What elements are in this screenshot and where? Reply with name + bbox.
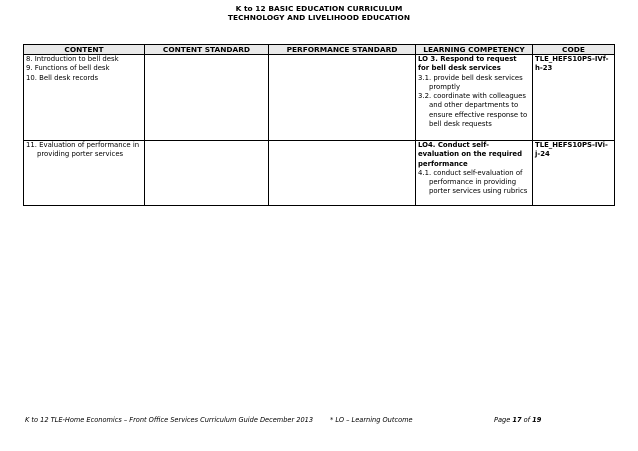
code-cell: TLE_HEFS10PS-IVi-j-24 <box>533 141 615 206</box>
learning-competency-cell <box>416 141 533 206</box>
page-prefix: Page <box>494 416 513 424</box>
content-item: 11. Evaluation of performance in providing porter services <box>26 141 140 159</box>
competency-heading: LO 3. Respond to request for bell desk services <box>418 55 517 73</box>
table-row <box>24 55 615 141</box>
performance-standard-cell <box>269 141 416 206</box>
guide-title: K to 12 TLE-Home Economics – Front Office Services Curriculum Guide December 2013 <box>25 416 314 424</box>
total-pages: 19 <box>532 416 542 424</box>
table-row <box>24 141 615 206</box>
column-header-learning-competency: LEARNING COMPETENCY <box>416 45 533 55</box>
competency-heading: LO4. Conduct self-evaluation on the required performance <box>418 141 523 168</box>
column-header-code: CODE <box>533 45 615 55</box>
competency-item: 3.1. provide bell desk services promptly <box>418 73 523 91</box>
page-of: of <box>521 416 533 424</box>
curriculum-title: K to 12 BASIC EDUCATION CURRICULUM <box>235 4 403 13</box>
curriculum-table <box>23 44 615 206</box>
content-item: 8. Introduction to bell desk <box>26 55 119 63</box>
current-page: 17 <box>512 416 522 424</box>
content-standard-cell <box>145 141 269 206</box>
subject-title: TECHNOLOGY AND LIVELIHOOD EDUCATION <box>227 13 411 22</box>
content-item: 9. Functions of bell desk <box>26 64 110 73</box>
table-header-row <box>24 45 615 55</box>
performance-standard-cell <box>269 55 416 141</box>
document-header <box>0 4 638 22</box>
content-cell <box>24 55 145 141</box>
competency-item: 4.1. conduct self-evaluation of performance in providing porter services using rubrics <box>418 168 528 196</box>
column-header-content-standard: CONTENT STANDARD <box>145 45 269 55</box>
learning-competency-cell <box>416 55 533 141</box>
lo-note: * LO – Learning Outcome <box>330 416 413 424</box>
content-standard-cell <box>145 55 269 141</box>
competency-item: 3.2. coordinate with colleagues and other departments to ensure effective response to bell desk requests <box>418 92 528 129</box>
page-number <box>494 416 541 425</box>
content-item: 10. Bell desk records <box>26 73 99 82</box>
content-cell <box>24 141 145 206</box>
column-header-content: CONTENT <box>24 45 145 55</box>
code-cell: TLE_HEFS10PS-IVf-h-23 <box>533 55 615 141</box>
column-header-performance-standard: PERFORMANCE STANDARD <box>269 45 416 55</box>
